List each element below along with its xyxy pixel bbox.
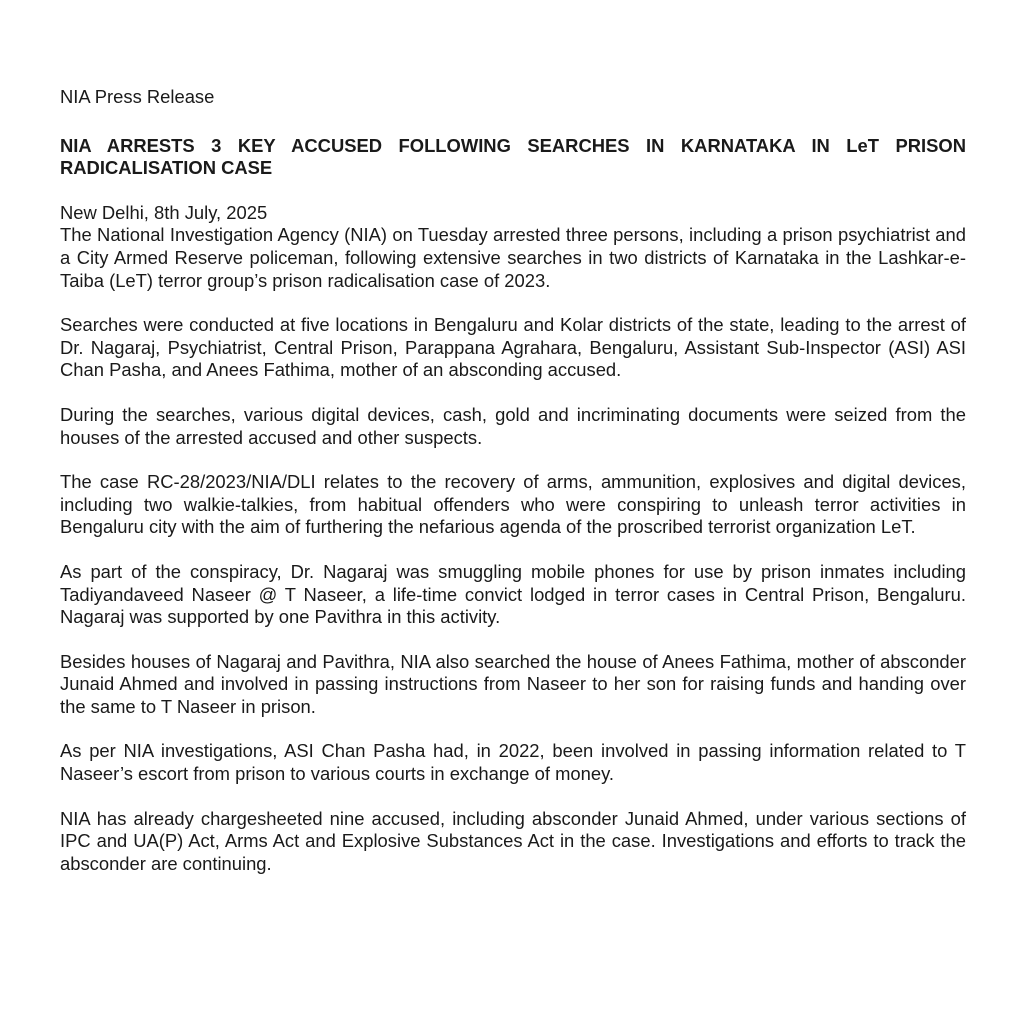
paragraph-chargesheet: NIA has already chargesheeted nine accused, including absconder Junaid Ahmed, under various sections of IPC and UA(P) Act, Arms Act and Explosive Substances Act in the case. Investigations and efforts to track the absconder are continuing. xyxy=(60,807,966,874)
paragraph-asi-involvement: As per NIA investigations, ASI Chan Pasha had, in 2022, been involved in passing information related to T Naseer’s escort from prison to various courts in exchange of money. xyxy=(60,740,966,785)
paragraph-house-searches: Besides houses of Nagaraj and Pavithra, NIA also searched the house of Anees Fathima, mother of absconder Junaid Ahmed and involved in passing instructions from Naseer to her son for raising funds and handing over the same to T Naseer in prison. xyxy=(60,650,966,717)
paragraph-intro: The National Investigation Agency (NIA) on Tuesday arrested three persons, including a prison psychiatrist and a City Armed Reserve policeman, following extensive searches in two districts of Karnataka in the Lashkar-e-Taiba (LeT) terror group’s prison radicalisation case of 2023. xyxy=(60,224,966,291)
paragraph-seizures: During the searches, various digital devices, cash, gold and incriminating documents were seized from the houses of the arrested accused and other suspects. xyxy=(60,403,966,448)
paragraph-searches: Searches were conducted at five locations in Bengaluru and Kolar districts of the state, leading to the arrest of Dr. Nagaraj, Psychiatrist, Central Prison, Parappana Agrahara, Bengaluru, Assistant Sub-Inspector (ASI) ASI Chan Pasha, and Anees Fathima, mother of an absconding accused. xyxy=(60,314,966,381)
document-label: NIA Press Release xyxy=(60,86,215,107)
paragraph-case-details: The case RC-28/2023/NIA/DLI relates to the recovery of arms, ammunition, explosives and digital devices, including two walkie-talkies, from habitual offenders who were conspiring to unleash terror activities in Bengaluru city with the aim of furthering the nefarious agenda of the proscribed terrorist organization LeT. xyxy=(60,471,966,538)
press-release-document xyxy=(60,86,966,897)
headline: NIA ARRESTS 3 KEY ACCUSED FOLLOWING SEARCHES IN KARNATAKA IN LeT PRISON RADICALISATION CASE xyxy=(60,134,966,179)
paragraph-conspiracy: As part of the conspiracy, Dr. Nagaraj was smuggling mobile phones for use by prison inmates including Tadiyandaveed Naseer @ T Naseer, a life-time convict lodged in terror cases in Central Prison, Bengaluru. Nagaraj was supported by one Pavithra in this activity. xyxy=(60,560,966,628)
dateline: New Delhi, 8th July, 2025 xyxy=(60,201,268,223)
